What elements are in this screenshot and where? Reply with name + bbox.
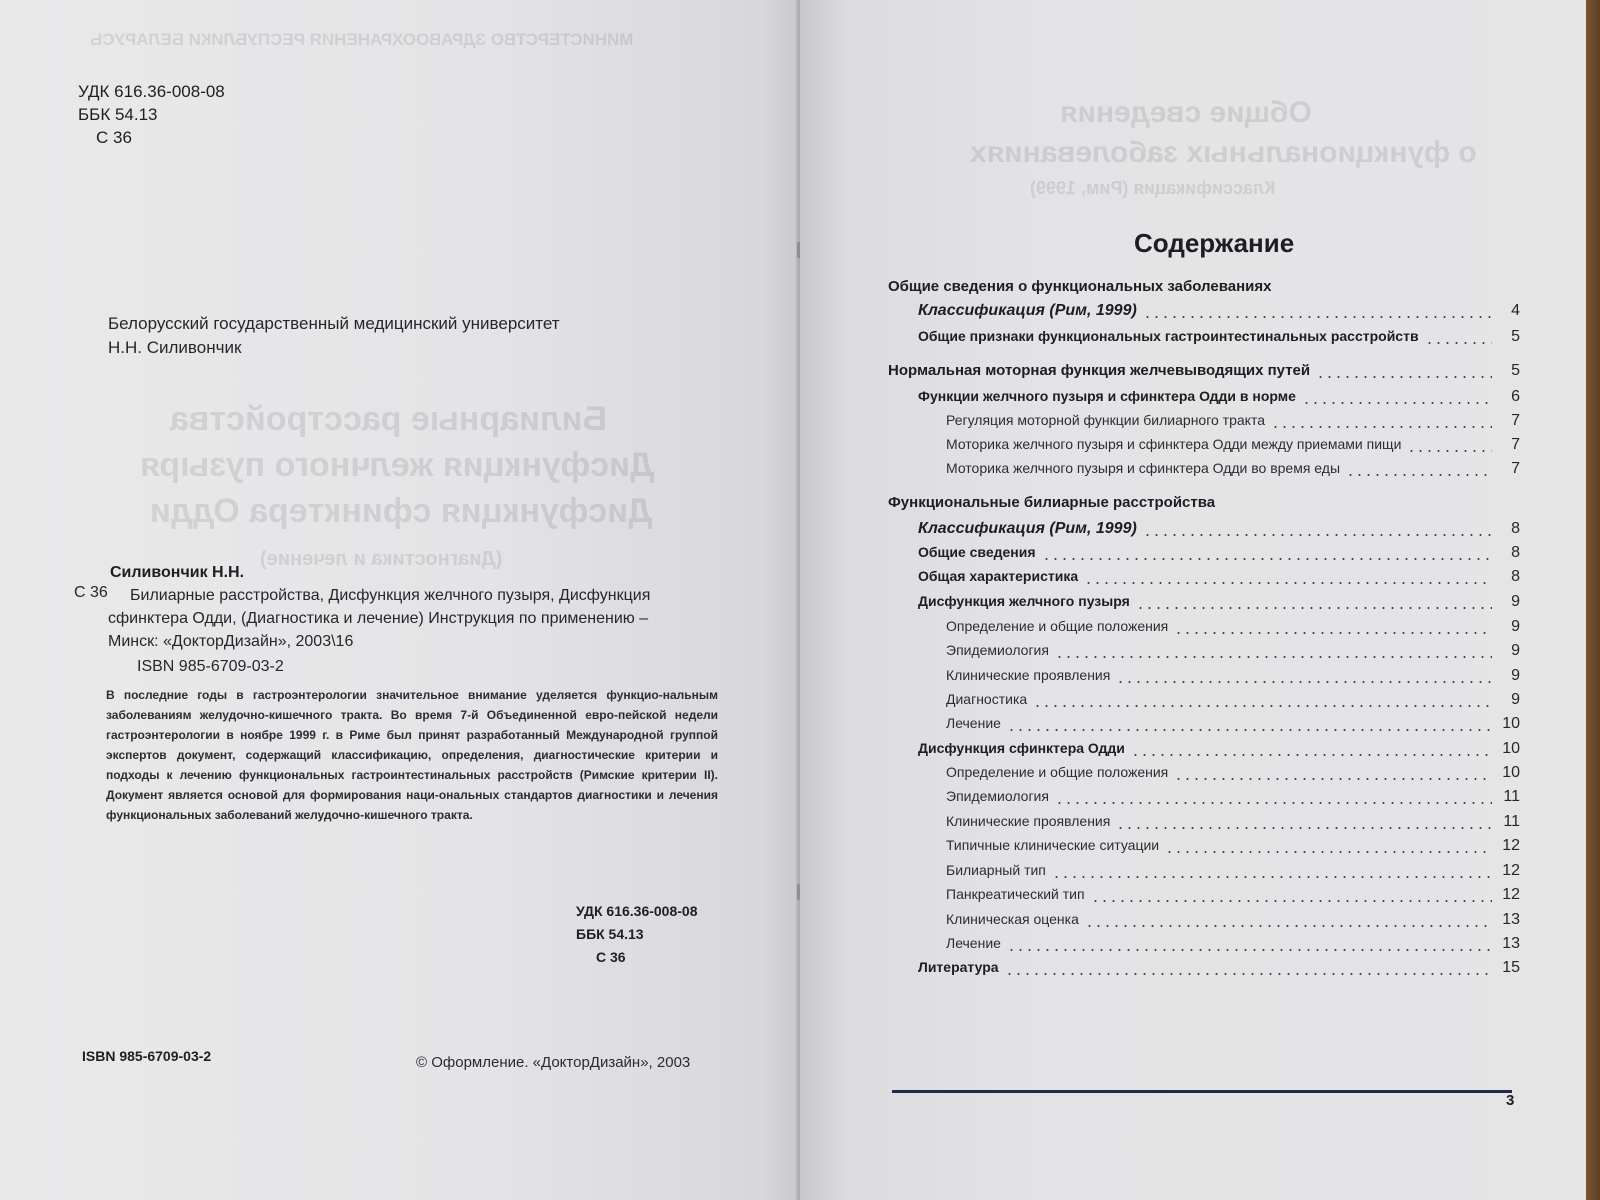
toc-dot-leader (1116, 827, 1492, 829)
toc-entry-label: Функциональные билиарные расстройства (888, 494, 1216, 511)
show-through-text: (Диагностика и лечение) (260, 548, 503, 570)
toc-entry (918, 544, 1520, 566)
toc-dot-leader (1085, 925, 1492, 927)
toc-dot-leader (1116, 681, 1492, 683)
publisher-block (108, 312, 560, 360)
toc-entry (946, 667, 1520, 689)
show-through-text: Дисфункция желчного пузыря (140, 446, 655, 484)
udk-code: УДК 616.36-008-08 (576, 903, 698, 919)
toc-entry-page: 4 (1511, 302, 1520, 319)
toc-dot-leader (1091, 900, 1492, 902)
toc-entry-label: Классификация (Рим, 1999) (918, 520, 1137, 537)
toc-entry (946, 764, 1520, 786)
toc-entry (918, 740, 1520, 762)
toc-entry-page: 12 (1502, 837, 1520, 854)
toc-entry-label: Моторика желчного пузыря и сфинктера Одди между приемами пищи (946, 436, 1402, 452)
toc-dot-leader (1302, 402, 1492, 404)
toc-dot-leader (1005, 973, 1492, 975)
author-name: Н.Н. Силивончик (108, 338, 242, 357)
toc-entry-page: 7 (1511, 460, 1520, 477)
toc-dot-leader (1055, 802, 1492, 804)
toc-entry (946, 886, 1520, 908)
toc-entry-label: Дисфункция желчного пузыря (918, 593, 1130, 609)
toc-entry (946, 436, 1520, 458)
toc-entry-label: Общие признаки функциональных гастроинтестинальных расстройств (918, 328, 1419, 344)
toc-entry-label: Дисфункция сфинктера Одди (918, 740, 1125, 756)
toc-entry-label: Лечение (946, 715, 1001, 731)
toc-dot-leader (1055, 656, 1492, 658)
toc-dot-leader (1425, 342, 1492, 344)
biblio-line: сфинктера Одди, (Диагностика и лечение) Инструкция по применению – (108, 610, 649, 627)
toc-entry-page: 15 (1502, 959, 1520, 976)
toc-entry (918, 520, 1520, 542)
biblio-description (108, 584, 651, 653)
toc-entry-label: Общая характеристика (918, 568, 1079, 584)
footer-rule (892, 1090, 1512, 1093)
toc-entry-label: Определение и общие положения (946, 764, 1169, 780)
toc-dot-leader (1174, 632, 1492, 634)
toc-entry (918, 959, 1520, 981)
toc-entry-page: 6 (1511, 388, 1520, 405)
toc-entry (946, 691, 1520, 713)
toc-entry-page: 9 (1511, 642, 1520, 659)
toc-entry-label: Определение и общие положения (946, 618, 1169, 634)
toc-dot-leader (1407, 450, 1492, 452)
toc-entry (946, 911, 1520, 933)
toc-entry (888, 494, 1520, 516)
page-number: 3 (1506, 1092, 1515, 1109)
biblio-isbn: ISBN 985-6709-03-2 (137, 658, 284, 675)
toc-entry-page: 10 (1502, 715, 1520, 732)
show-through-text: МИНИСТЕРСТВО ЗДРАВООХРАНЕНИЯ РЕСПУБЛИКИ БЕЛАРУСЬ (90, 30, 634, 49)
toc-entry-page: 5 (1511, 328, 1520, 345)
toc-entry (946, 460, 1520, 482)
abstract-paragraph: В последние годы в гастроэнтерологии значительное внимание уделяется функцио-нальным заболеваниям желудочно-кишечного тракта. Во время 7-й Объединенной евро-пейской недели гастроэнтерологии в ноябре 1999 г. в Риме был принят разработанный Международной группой экспертов документ, содержащий классификацию, определения, диагностические критерии и подходы к лечению функциональных гастроинтестинальных расстройств (Римские критерии II). Документ является основой для формирования наци-ональных стандартов диагностики и лечения функциональных заболеваний желудочно-кишечного тракта. (106, 688, 718, 822)
toc-entry (946, 412, 1520, 434)
toc-entry-page: 11 (1503, 788, 1520, 805)
toc-dot-leader (1143, 534, 1492, 536)
biblio-author: Силивончик Н.Н. (110, 564, 245, 581)
toc-entry-label: Эпидемиология (946, 642, 1049, 658)
toc-entry-label: Регуляция моторной функции билиарного тракта (946, 412, 1265, 428)
show-through-text: Дисфункция сфинктера Одди (150, 492, 653, 530)
toc-entry-label: Нормальная моторная функция желчевыводящих путей (888, 362, 1311, 379)
university-name: Белорусский государственный медицинский университет (108, 314, 560, 333)
toc-dot-leader (1143, 316, 1492, 318)
toc-entry-page: 8 (1511, 520, 1520, 537)
toc-dot-leader (1042, 558, 1492, 560)
toc-entry-label: Общие сведения о функциональных заболеваниях (888, 278, 1272, 295)
toc-entry (946, 642, 1520, 664)
biblio-line: Билиарные расстройства, Дисфункция желчного пузыря, Дисфункция (130, 587, 651, 604)
toc-entry-page: 9 (1511, 593, 1520, 610)
toc-entry-page: 13 (1502, 935, 1520, 952)
table-edge (1586, 0, 1600, 1200)
toc-entry-page: 9 (1511, 667, 1520, 684)
toc-dot-leader (1136, 607, 1492, 609)
toc-entry-page: 10 (1502, 740, 1520, 757)
toc-entry-label: Типичные клинические ситуации (946, 837, 1160, 853)
toc-entry (946, 862, 1520, 884)
toc-dot-leader (1174, 778, 1492, 780)
toc-dot-leader (1346, 474, 1492, 476)
author-mark: С 36 (596, 949, 626, 965)
biblio-line: Минск: «ДокторДизайн», 2003\16 (108, 633, 354, 650)
toc-entry-page: 5 (1511, 362, 1520, 379)
udk-code: УДК 616.36-008-08 (78, 82, 225, 101)
toc-entry-label: Клинические проявления (946, 813, 1111, 829)
isbn-bottom: ISBN 985-6709-03-2 (82, 1048, 212, 1064)
toc-dot-leader (1165, 851, 1492, 853)
toc-dot-leader (1007, 949, 1492, 951)
toc-entry-label: Панкреатический тип (946, 886, 1085, 902)
toc-entry-label: Лечение (946, 935, 1001, 951)
toc-entry-label: Клинические проявления (946, 667, 1111, 683)
toc-dot-leader (1033, 705, 1492, 707)
toc-entry-label: Моторика желчного пузыря и сфинктера Одди во время еды (946, 460, 1341, 476)
toc-entry-page: 13 (1502, 911, 1520, 928)
toc-entry-label: Диагностика (946, 691, 1028, 707)
show-through-text: Общие сведения (1060, 96, 1312, 129)
toc-entry (946, 935, 1520, 957)
toc-title: Содержание (1134, 228, 1295, 258)
classification-codes-bottom (576, 900, 697, 969)
copyright-notice: © Оформление. «ДокторДизайн», 2003 (416, 1054, 691, 1071)
toc-entry (918, 328, 1520, 350)
toc-dot-leader (1316, 376, 1492, 378)
toc-entry-page: 8 (1511, 568, 1520, 585)
biblio-code: С 36 (74, 584, 108, 601)
toc-entry (918, 388, 1520, 410)
toc-entry-page: 9 (1511, 618, 1520, 635)
toc-entry-page: 7 (1511, 436, 1520, 453)
toc-entry-page: 7 (1511, 412, 1520, 429)
toc-entry (946, 813, 1520, 835)
toc-entry-label: Классификация (Рим, 1999) (918, 302, 1137, 319)
toc-entry (946, 715, 1520, 737)
author-mark: С 36 (96, 128, 132, 147)
toc-entry-page: 9 (1511, 691, 1520, 708)
toc-entry-label: Литература (918, 959, 999, 975)
bbk-code: ББК 54.13 (576, 926, 644, 942)
toc-entry (888, 278, 1520, 300)
toc-entry (918, 302, 1520, 324)
toc-entry-page: 12 (1502, 886, 1520, 903)
toc-dot-leader (1131, 754, 1492, 756)
toc-entry-page: 11 (1503, 813, 1520, 830)
toc-entry-label: Эпидемиология (946, 788, 1049, 804)
toc-entry-label: Функции желчного пузыря и сфинктера Одди в норме (918, 388, 1296, 404)
toc-dot-leader (1052, 876, 1492, 878)
toc-dot-leader (1007, 729, 1492, 731)
toc-entry-page: 8 (1511, 544, 1520, 561)
classification-codes-top (78, 80, 225, 149)
bbk-code: ББК 54.13 (78, 105, 158, 124)
toc-entry-label: Клиническая оценка (946, 911, 1079, 927)
show-through-text: Классификация (Рим, 1999) (1030, 178, 1276, 198)
show-through-text: Билиарные расстройства (170, 400, 607, 438)
toc-dot-leader (1271, 426, 1492, 428)
toc-entry-label: Билиарный тип (946, 862, 1046, 878)
toc-entry (918, 568, 1520, 590)
toc-entry (946, 618, 1520, 640)
toc-entry-label: Общие сведения (918, 544, 1036, 560)
toc-dot-leader (1084, 582, 1492, 584)
show-through-text: о функциональных заболеваниях (970, 136, 1477, 169)
toc-entry-page: 12 (1502, 862, 1520, 879)
toc-entry (918, 593, 1520, 615)
toc-entry (946, 788, 1520, 810)
toc-entry (946, 837, 1520, 859)
toc-entry (888, 362, 1520, 384)
toc-entry-page: 10 (1502, 764, 1520, 781)
